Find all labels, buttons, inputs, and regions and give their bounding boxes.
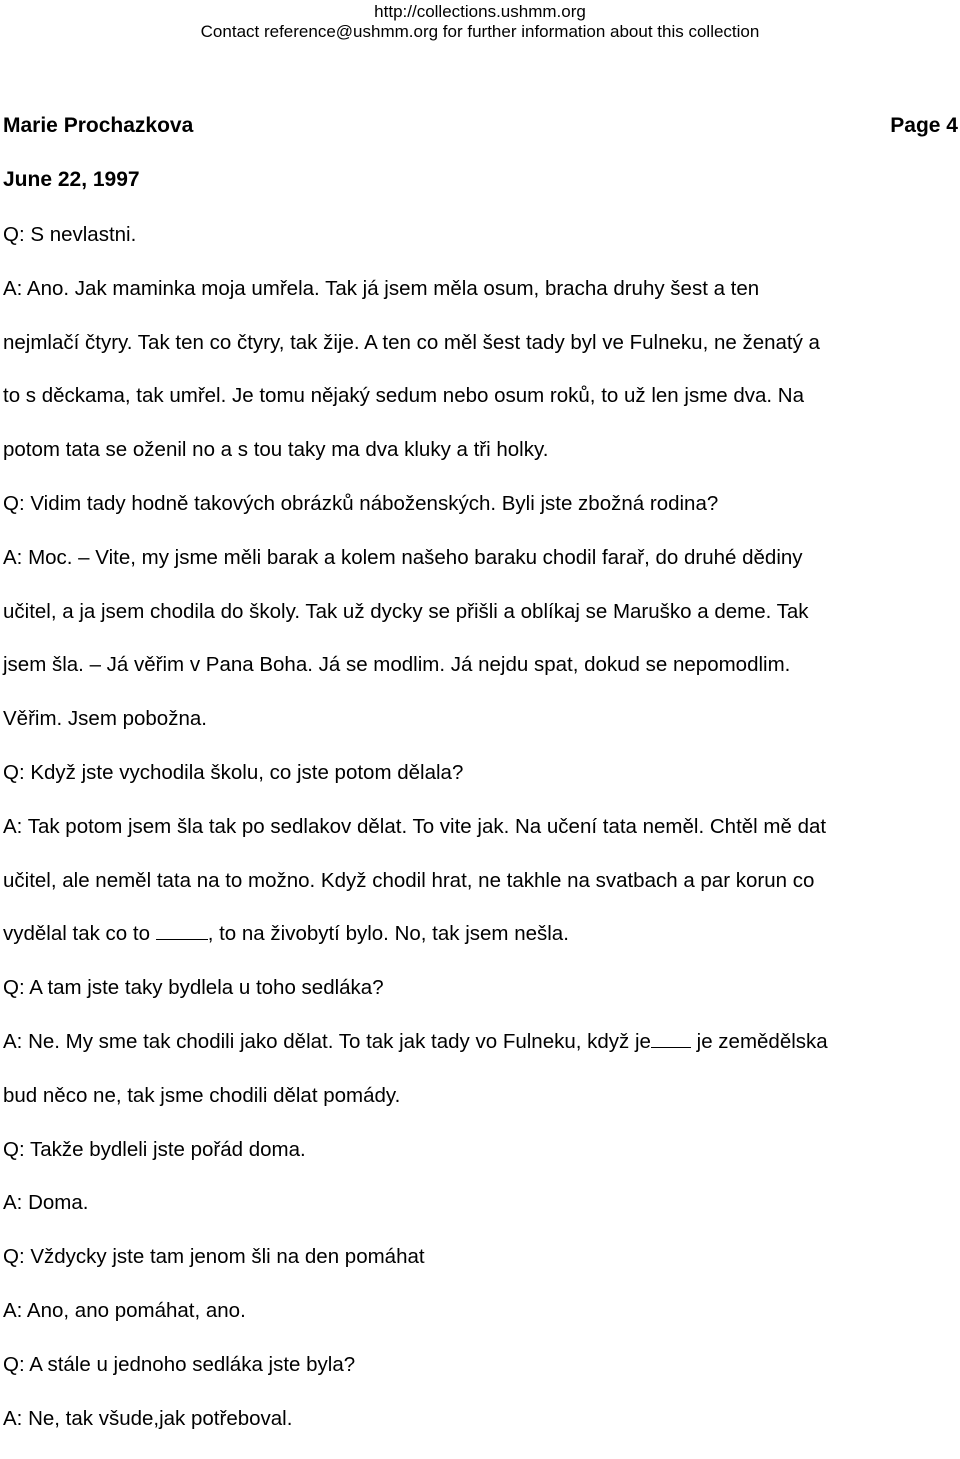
line-text: , to na živobytí bylo. No, tak jsem nešla. [207,922,569,946]
transcript-line: bud něco ne, tak jsme chodili dělat pomády. [3,1083,401,1107]
page-number: Page 4 [890,114,958,137]
transcript-line: A: Doma. [3,1191,89,1215]
contact-line: Contact reference@ushmm.org for further information about this collection [200,22,760,41]
transcript-line: A: Ano. Jak maminka moja umřela. Tak já jsem měla osum, bracha druhy šest a ten [3,276,760,300]
transcript-line: A: Ne, tak všude,jak potřeboval. [3,1406,293,1430]
transcript-line: Q: A tam jste taky bydlela u toho sedláka? [3,976,384,1000]
collection-url: http://collections.ushmm.org [374,2,586,21]
transcript-line [3,921,958,975]
transcript-line: A: Moc. – Vite, my jsme měli barak a kolem našeho baraku chodil farař, do druhé dědiny [3,545,803,569]
line-text: A: Ne. My sme tak chodili jako dělat. To tak jak tady vo Fulneku, když je [3,1029,651,1053]
transcript-line: A: Tak potom jsem šla tak po sedlakov dělat. To vite jak. Na učení tata neměl. Chtěl mě dat [3,814,827,838]
interviewee-name: Marie Prochazkova [3,114,194,137]
interview-date: June 22, 1997 [3,168,140,191]
title-row [3,112,958,140]
transcript-line: Q: Když jste vychodila školu, co jste potom dělala? [3,760,464,784]
transcript-line: A: Ano, ano pomáhat, ano. [3,1298,246,1322]
transcript-line: potom tata se oženil no a s tou taky ma dva kluky a tři holky. [3,438,549,462]
transcript-line: Q: Vidim tady hodně takových obrázků náboženských. Byli jste zbožná rodina? [3,491,719,515]
transcript-line [3,1029,958,1083]
transcript-body [3,222,958,1459]
transcript-line: Q: Vždycky jste tam jenom šli na den pomáhat [3,1245,425,1269]
transcript-line: Q: Takže bydleli jste pořád doma. [3,1137,306,1161]
transcript-line: učitel, a ja jsem chodila do školy. Tak už dycky se přišli a oblíkaj se Maruško a deme. Tak [3,599,809,623]
transcript-line: Q: A stále u jednoho sedláka jste byla? [3,1352,356,1376]
transcript-line: jsem šla. – Já věřim v Pana Boha. Já se modlim. Já nejdu spat, dokud se nepomodlim. [3,653,791,677]
transcript-line: Q: S nevlastni. [3,223,137,246]
line-text: vydělal tak co to [3,922,156,946]
page-header [0,2,960,42]
blank-underline [156,921,208,940]
transcript-line: to s děckama, tak umřel. Je tomu nějaký sedum nebo osum roků, to už len jsme dva. Na [3,384,805,408]
transcript-line: učitel, ale neměl tata na to možno. Když chodil hrat, ne takhle na svatbach a par korun co [3,868,815,892]
blank-underline [651,1029,691,1048]
transcript-line: nejmlačí čtyry. Tak ten co čtyry, tak žije. A ten co měl šest tady byl ve Fulneku, ne ženatý a [3,330,820,354]
transcript-line: Věřim. Jsem pobožna. [3,707,207,731]
line-text: je zemědělska [690,1029,828,1053]
